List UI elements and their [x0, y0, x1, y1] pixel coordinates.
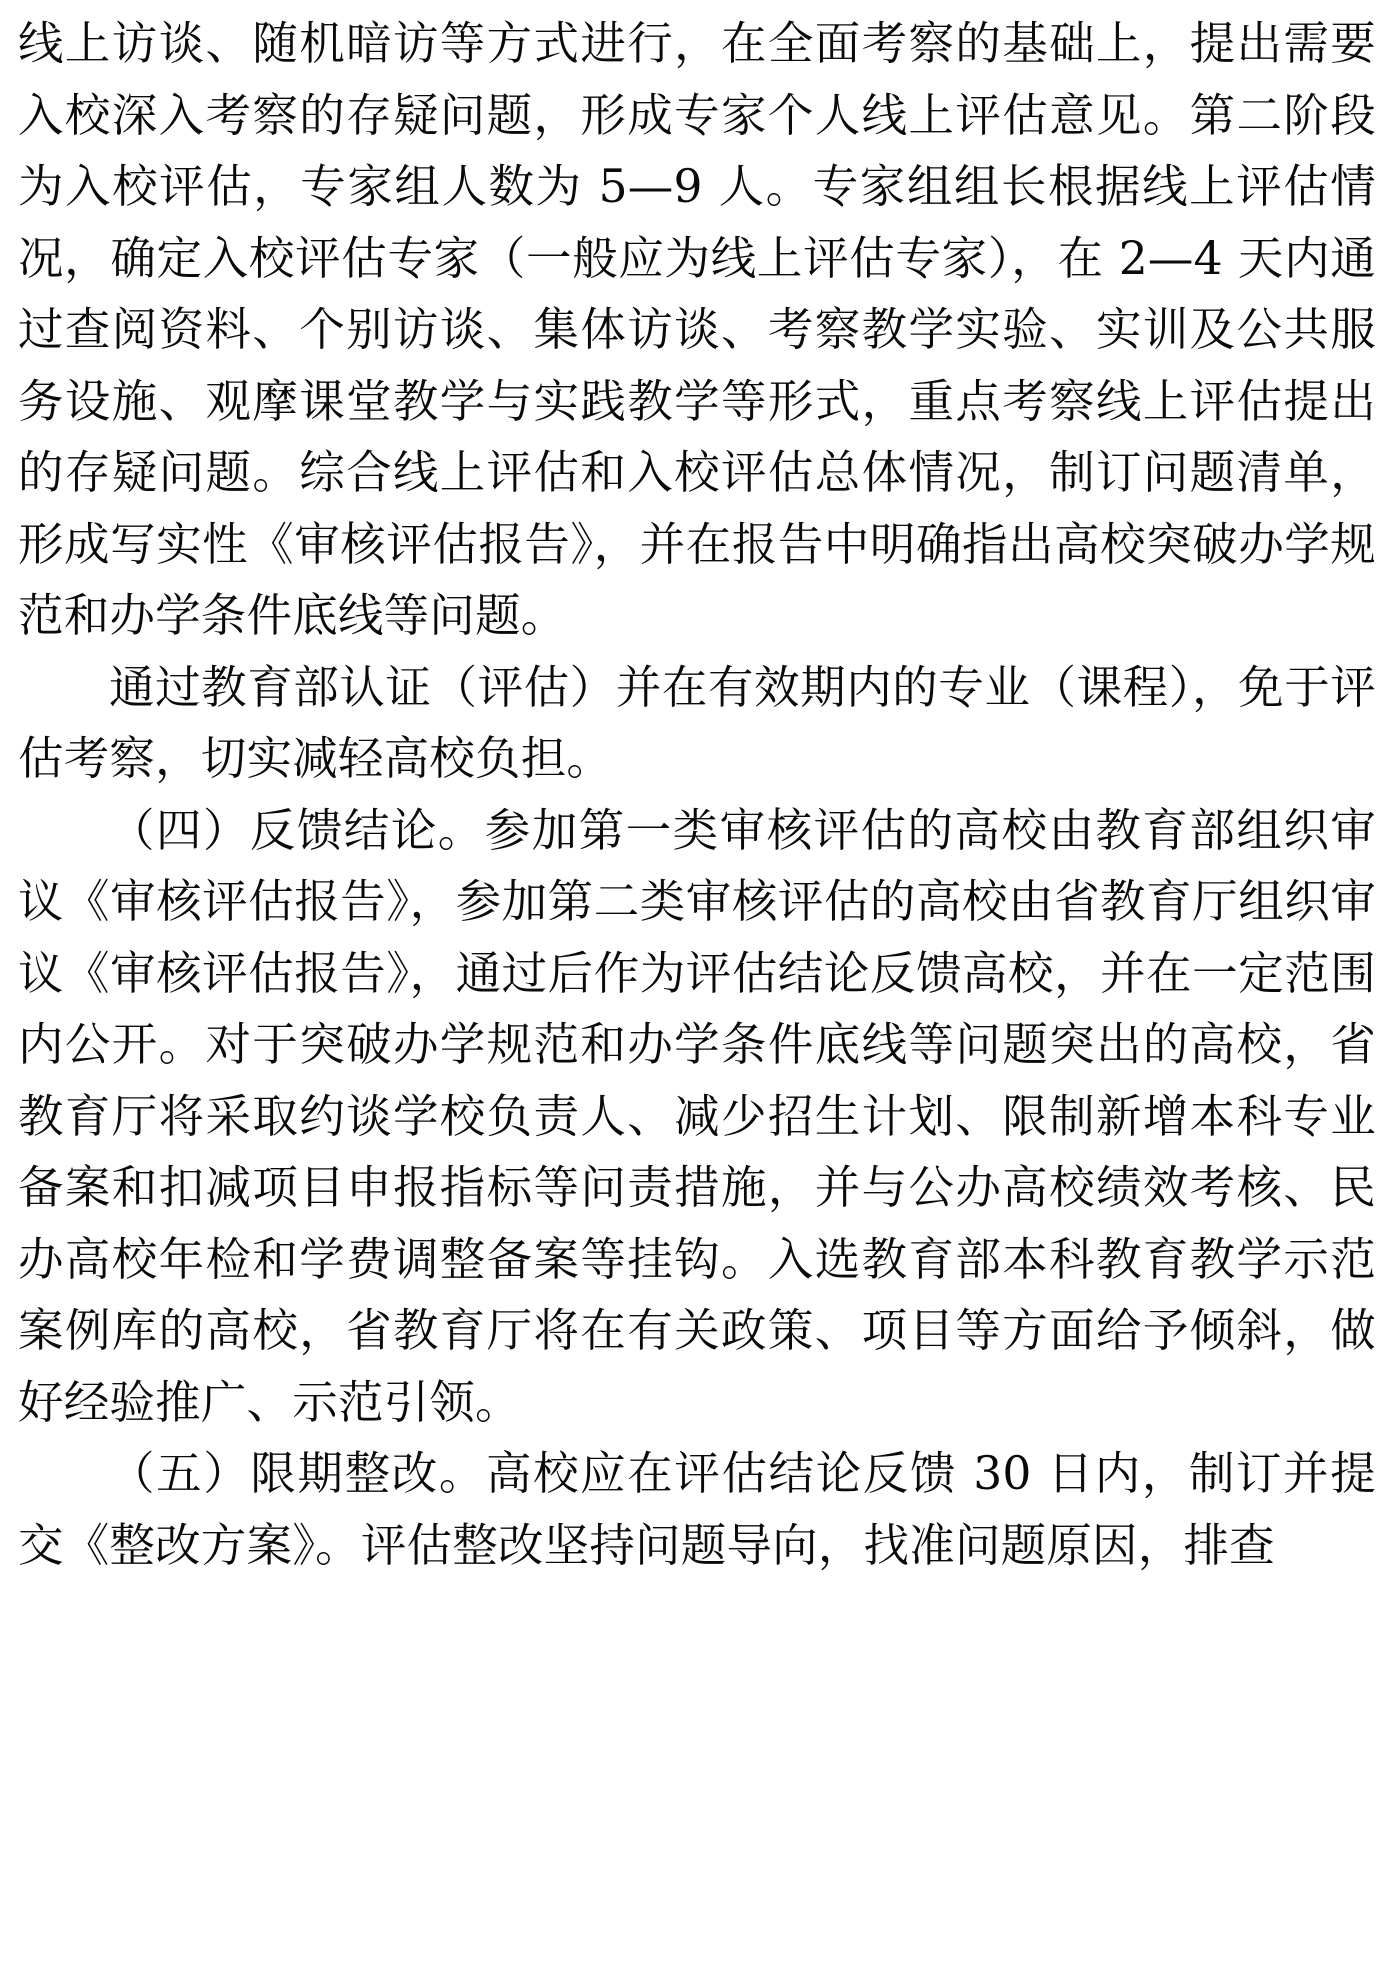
paragraph-4: （五）限期整改。高校应在评估结论反馈 30 日内，制订并提交《整改方案》。评估整改坚持问题导向，找准问题原因，排查 — [18, 1447, 1376, 1572]
paragraph-2: 通过教育部认证（评估）并在有效期内的专业（课程），免于评估考察，切实减轻高校负担。 — [18, 660, 1376, 785]
paragraph-3: （四）反馈结论。参加第一类审核评估的高校由教育部组织审议《审核评估报告》，参加第二类审核评估的高校由省教育厅组织审议《审核评估报告》，通过后作为评估结论反馈高校，并在一定范围内公开。对于突破办学规范和办学条件底线等问题突出的高校，省教育厅将采取约谈学校负责人、减少招生计划、限制新增本科专业备案和扣减项目申报指标等问责措施，并与公办高校绩效考核、民办高校年检和学费调整备案等挂钩。入选教育部本科教育教学示范案例库的高校，省教育厅将在有关政策、项目等方面给予倾斜，做好经验推广、示范引领。 — [18, 803, 1376, 1429]
paragraph-1: 线上访谈、随机暗访等方式进行，在全面考察的基础上，提出需要入校深入考察的存疑问题，形成专家个人线上评估意见。第二阶段为入校评估，专家组人数为 5—9 人。专家组组长根据线上评估情况，确定入校评估专家（一般应为线上评估专家），在 2—4 天内通过查阅资料、个别访谈、集体访谈、考察教学实验、实训及公共服务设施、观摩课堂教学与实践教学等形式，重点考察线上评估提出的存疑问题。综合线上评估和入校评估总体情况，制订问题清单，形成写实性《审核评估报告》，并在报告中明确指出高校突破办学规范和办学条件底线等问题。 — [18, 17, 1376, 642]
document-body — [18, 8, 1376, 1581]
